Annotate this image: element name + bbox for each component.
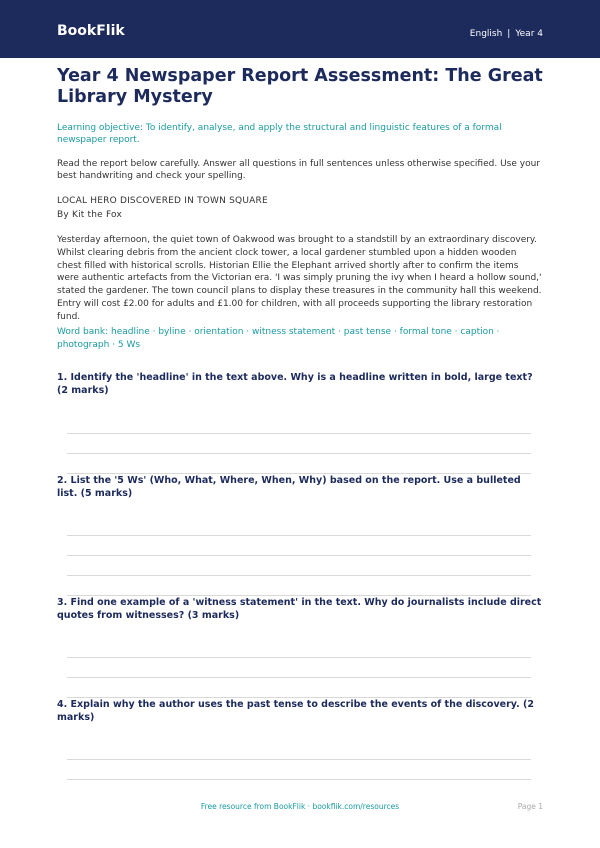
report-heading — [57, 194, 543, 222]
report-headline: LOCAL HERO DISCOVERED IN TOWN SQUARE — [57, 196, 268, 206]
subject-year-label — [470, 28, 543, 40]
answer-line[interactable] — [67, 657, 531, 658]
instructions: Read the report below carefully. Answer all questions in full sentences unless otherwise specified. Use your best handwriting and check your spelling. — [57, 159, 540, 181]
subject-label: English — [469, 29, 503, 39]
year-label: Year 4 — [515, 29, 543, 39]
brand-logo[interactable]: BookFlik — [57, 23, 125, 39]
top-banner — [0, 0, 600, 58]
page-number: Page 1 — [517, 802, 543, 811]
question-1: 1. Identify the 'headline' in the text above. Why is a headline written in bold, large text? (2 marks) — [57, 372, 533, 396]
answer-line[interactable] — [67, 433, 531, 434]
answer-line[interactable] — [67, 535, 531, 536]
worksheet — [57, 66, 543, 723]
question-4: 4. Explain why the author uses the past tense to describe the events of the discovery. (2 marks) — [57, 699, 534, 723]
question-2: 2. List the '5 Ws' (Who, What, Where, When, Why) based on the report. Use a bulleted list. (5 marks) — [57, 475, 521, 499]
answer-line[interactable] — [67, 555, 531, 556]
divider: | — [507, 29, 511, 39]
answer-line[interactable] — [67, 575, 531, 576]
answer-line[interactable] — [67, 677, 531, 678]
answer-line[interactable] — [67, 779, 531, 780]
answer-line[interactable] — [67, 759, 531, 760]
learning-objective: Learning objective: To identify, analyse, and apply the structural and linguistic features of a formal newspaper report. — [57, 123, 502, 145]
word-bank: Word bank: headline · byline · orientation · witness statement · past tense · formal tone · caption · photograph · 5 Ws — [57, 327, 500, 350]
page-title: Year 4 Newspaper Report Assessment: The Great Library Mystery — [57, 66, 543, 107]
footer-link[interactable]: Free resource from BookFlik · bookflik.com/resources — [200, 802, 400, 811]
question-3: 3. Find one example of a 'witness statement' in the text. Why do journalists include direct quotes from witnesses? (3 marks) — [57, 597, 542, 621]
report-byline: By Kit the Fox — [57, 210, 122, 220]
answer-line[interactable] — [67, 453, 531, 454]
report-body: Yesterday afternoon, the quiet town of Oakwood was brought to a standstill by an extraordinary discovery. Whilst clearing debris from the ancient clock tower, a local gardener stumbled upon a hidden wooden chest filled with historical scrolls. Historian Ellie the Elephant arrived shortly after to confirm the items were authentic artefacts from the Victorian era. 'I was simply pruning the ivy when I heard a hollow sound,' stated the gardener. The town council plans to display these treasures in the community hall this weekend. Entry will cost £2.00 for adults and £1.00 for children, with all proceeds supporting the library restoration fund. — [57, 235, 542, 322]
